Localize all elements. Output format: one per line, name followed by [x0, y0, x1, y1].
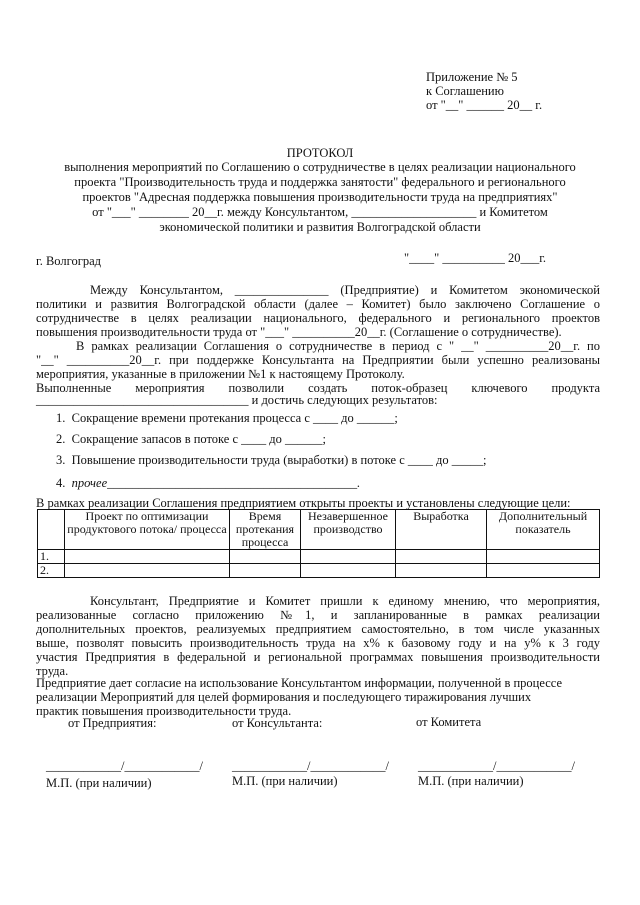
p3-line-2: __________________________________ и достичь следующих результатов:: [36, 393, 438, 407]
p1-line-1: Между Консультантом, _______________ (Предприятие) и Комитетом экономической: [90, 283, 600, 297]
table-cell: [65, 564, 230, 578]
closing-line-3: дополнительных проектов, реализуемых предприятием самостоятельно, в том числе указанных: [36, 622, 600, 636]
table-header-wip: Незавершенное производство: [301, 510, 396, 550]
list-number: 1.: [56, 411, 66, 425]
signature-line-consultant: ____________/____________/: [232, 759, 389, 773]
title-line-2: проекта "Производительность труда и поддержка занятости" федерального и регионального: [74, 175, 566, 189]
list-text: Сокращение запасов в потоке с ____ до ______;: [71, 432, 326, 446]
signature-line-committee: ____________/____________/: [418, 759, 575, 773]
table-intro: В рамках реализации Соглашения предприятием открыты проекты и установлены следующие цели:: [36, 496, 571, 510]
p3-line-1: Выполненные мероприятия позволили создать поток-образец ключевого продукта: [36, 381, 600, 395]
list-item: [56, 411, 398, 425]
goals-table: [37, 509, 600, 578]
consent-line-3: практик повышения производительности труда.: [36, 704, 292, 718]
consent-line-1: Предприятие дает согласие на использование Консультантом информации, полученной в процессе: [36, 676, 563, 690]
p1-line-3: сотрудничестве в целях реализации национального, федерального и регионального проектов: [36, 311, 600, 325]
closing-line-6: труда.: [36, 664, 69, 678]
title-line-5: экономической политики и развития Волгоградской области: [159, 220, 481, 234]
appendix-date: от "__" ______ 20__ г.: [426, 98, 543, 112]
list-text: Сокращение времени протекания процесса с ____ до ______;: [71, 411, 398, 425]
table-header-row: [38, 510, 600, 550]
consent-line-2: реализации Мероприятий для целей формирования и последующего тиражирования лучших: [36, 690, 532, 704]
table-cell: [396, 564, 487, 578]
table-row: [38, 550, 600, 564]
table-row: [38, 564, 600, 578]
table-cell: [487, 550, 600, 564]
table-header-num: [38, 510, 65, 550]
appendix-ref: к Соглашению: [426, 84, 504, 98]
signature-line-enterprise: ____________/____________/: [46, 759, 203, 773]
closing-line-4: выше, позволят повысить производительность труда на x% к базовому году и на y% к 3 году: [36, 636, 600, 650]
table-cell: [65, 550, 230, 564]
list-number: 3.: [56, 453, 66, 467]
protocol-date: "____" __________ 20___г.: [404, 251, 547, 265]
list-text: Повышение производительности труда (выработки) в потоке с ____ до _____;: [71, 453, 487, 467]
title-line-4: от "___" ________ 20__г. между Консультантом, ____________________ и Комитетом: [92, 205, 548, 219]
table-cell: [230, 550, 301, 564]
signatory-committee: от Комитета: [416, 715, 482, 729]
table-cell: [230, 564, 301, 578]
row-number: 2.: [38, 564, 65, 578]
closing-line-5: участия Предприятия в федеральной и региональной программах повышения производительности: [36, 650, 600, 664]
title-line-3: проектов "Адресная поддержка повышения производительности труда на предприятиях": [82, 190, 558, 204]
table-header-output: Выработка: [396, 510, 487, 550]
table-header-project: Проект по оптимизации продуктового потока/ процесса: [65, 510, 230, 550]
appendix-number: Приложение № 5: [426, 70, 518, 84]
table-header-extra: Дополнительный показатель: [487, 510, 600, 550]
signatory-enterprise: от Предприятия:: [68, 716, 157, 730]
list-item: [56, 476, 360, 490]
list-number: 4.: [56, 476, 66, 490]
table-cell: [301, 564, 396, 578]
p1-line-2: политики и развития Волгоградской области (далее – Комитет) было заключено Соглашение о: [36, 297, 600, 311]
p2-line-1: В рамках реализации Соглашения о сотрудничестве в период с " __" __________20__г. по: [76, 339, 600, 353]
signatory-consultant: от Консультанта:: [232, 716, 323, 730]
p2-line-2: "__" __________20__г. при поддержке Консультанта на Предприятии были успешно реализованы: [36, 353, 600, 367]
stamp-consultant: М.П. (при наличии): [232, 774, 338, 788]
table-header-time: Время протекания процесса: [230, 510, 301, 550]
title-line-1: выполнения мероприятий по Соглашению о сотрудничестве в целях реализации национального: [64, 160, 576, 174]
table-cell: [301, 550, 396, 564]
stamp-committee: М.П. (при наличии): [418, 774, 524, 788]
stamp-enterprise: М.П. (при наличии): [46, 776, 152, 790]
closing-line-1: Консультант, Предприятие и Комитет пришли к единому мнению, что мероприятия,: [90, 594, 600, 608]
list-item: [56, 432, 326, 446]
p2-line-3: мероприятия, указанные в приложении №1 к настоящему Протоколу.: [36, 367, 405, 381]
p1-line-4: повышения производительности труда от "___" __________20__г. (Соглашение о сотрудничестве).: [36, 325, 562, 339]
table-cell: [396, 550, 487, 564]
table-cell: [487, 564, 600, 578]
city: г. Волгоград: [36, 254, 101, 268]
list-number: 2.: [56, 432, 66, 446]
list-item: [56, 453, 486, 467]
row-number: 1.: [38, 550, 65, 564]
list-text: прочее________________________________________.: [71, 476, 361, 490]
document-title: ПРОТОКОЛ: [286, 146, 354, 160]
closing-line-2: реализованные согласно приложению №1, и запланированные в рамках реализации: [36, 608, 600, 622]
